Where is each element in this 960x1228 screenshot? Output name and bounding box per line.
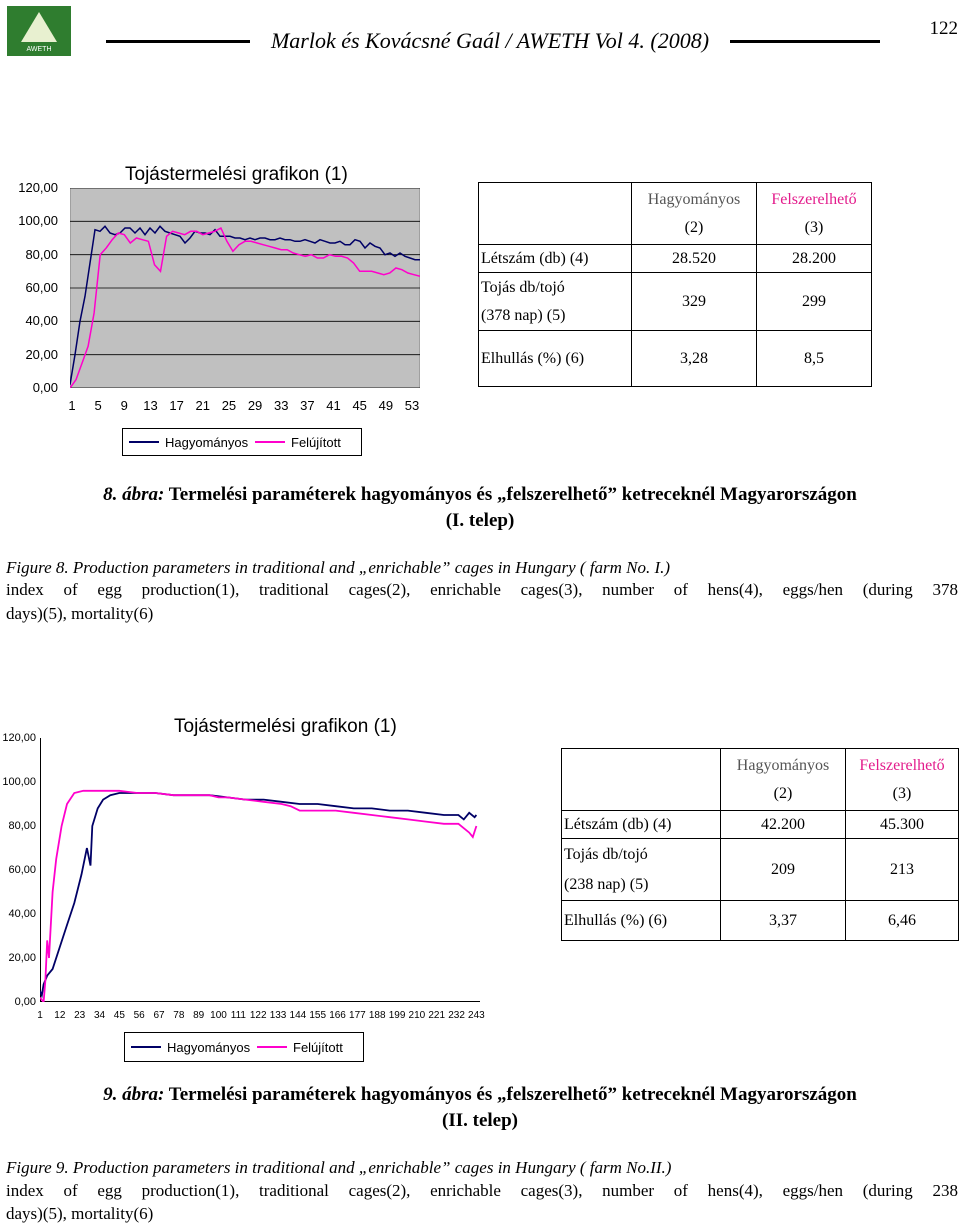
journal-header: Marlok és Kovácsné Gaál / AWETH Vol 4. (2008): [270, 28, 710, 53]
legend-swatch-navy: [129, 441, 159, 443]
figure-9-description-line1: index of egg production(1), traditional cages(2), enrichable cages(3), number of hens(4), eggs/hen (during 238: [6, 1181, 958, 1200]
chart-2-title: Tojástermelési grafikon (1): [174, 716, 397, 737]
table-2-cell-traditional: 209: [721, 839, 846, 901]
y-tick-label: 80,00: [8, 820, 36, 832]
y-tick-label: 100,00: [18, 213, 58, 229]
x-tick-label: 67: [153, 1010, 165, 1021]
legend-item-renovated: [257, 1033, 343, 1061]
table-1-cell-enrichable: 28.200: [757, 245, 872, 273]
chart-2-plot: [40, 738, 480, 1002]
x-tick-label: 177: [349, 1010, 366, 1021]
x-tick-label: 1: [68, 398, 76, 413]
x-tick-label: 188: [368, 1010, 386, 1021]
legend-item-traditional: [129, 429, 248, 455]
table-1-header-enrichable: Felszerelhető: [771, 190, 857, 208]
table-1-cell-traditional: 28.520: [632, 245, 757, 273]
x-tick-label: 37: [300, 398, 315, 413]
table-1-cell-label: Létszám (db) (4): [479, 245, 632, 273]
figure-8-caption: [0, 484, 960, 506]
table-row: [562, 811, 959, 839]
y-tick-label: 20,00: [8, 952, 36, 964]
legend-swatch-navy: [131, 1046, 161, 1048]
y-tick-label: 80,00: [25, 246, 58, 262]
header-rule-right: [730, 40, 880, 43]
table-2-cell-enrichable: 6,46: [846, 901, 959, 941]
table-2-header-traditional: Hagyományos: [736, 756, 830, 774]
legend-swatch-pink: [257, 1046, 287, 1048]
y-tick-label: 120,00: [2, 732, 36, 744]
x-tick-label: 221: [428, 1010, 446, 1021]
table-2-cell-label: Létszám (db) (4): [562, 811, 721, 839]
series-line-renovated: [40, 791, 476, 1002]
figure-9-description-line2: days)(5), mortality(6): [6, 1204, 154, 1223]
legend-swatch-pink: [255, 441, 285, 443]
table-2-header-enrichable-num: (3): [892, 784, 912, 802]
y-tick-label: 20,00: [25, 346, 58, 362]
y-tick-label: 60,00: [8, 864, 36, 876]
logo-mark: [21, 12, 57, 42]
x-tick-label: 100: [210, 1010, 227, 1021]
table-1-cell-label: [479, 273, 632, 331]
chart-1-plot: [70, 188, 420, 388]
x-tick-label: 49: [378, 398, 394, 413]
x-tick-label: 232: [448, 1010, 465, 1021]
x-tick-label: 155: [309, 1010, 327, 1021]
table-1-header-traditional-num: (2): [684, 218, 704, 236]
params-table-1: [478, 182, 872, 387]
table-2-cell-enrichable: 213: [846, 839, 959, 901]
header-rule-left: [106, 40, 250, 43]
legend-item-renovated: [255, 429, 341, 455]
figure-8-description-line2: days)(5), mortality(6): [6, 604, 154, 623]
figure-9-caption-text: Termelési paraméterek hagyományos és „felszerelhető” ketreceknél Magyarországon: [164, 1084, 857, 1105]
x-tick-label: 243: [468, 1010, 485, 1021]
table-2-header-enrichable: Felszerelhető: [859, 756, 945, 774]
figure-8-description-line1: index of egg production(1), traditional cages(2), enrichable cages(3), number of hens(4), eggs/hen (during 378: [6, 580, 958, 599]
figure-8-caption-text: Termelési paraméterek hagyományos és „felszerelhető” ketreceknél Magyarországon: [164, 484, 857, 505]
x-tick-label: 89: [193, 1010, 205, 1021]
x-tick-label: 12: [54, 1010, 66, 1021]
table-row: [562, 901, 959, 941]
y-tick-label: 0,00: [14, 996, 36, 1008]
chart-1: [0, 150, 450, 460]
table-1-cell-label-line1: Tojás db/tojó: [481, 278, 565, 296]
x-tick-label: 56: [133, 1010, 145, 1021]
x-tick-label: 45: [352, 398, 367, 413]
params-table-2: [561, 748, 959, 941]
table-2-cell-enrichable: 45.300: [846, 811, 959, 839]
table-2-cell-traditional: 3,37: [721, 901, 846, 941]
figure-8-english-title: Figure 8. Production parameters in traditional and „enrichable” cages in Hungary ( farm No. I.): [6, 558, 671, 577]
figure-9-caption-line2: (II. telep): [442, 1110, 518, 1131]
y-tick-label: 60,00: [25, 280, 58, 295]
x-tick-label: 9: [120, 398, 128, 413]
table-1-cell-enrichable: 8,5: [757, 331, 872, 387]
legend-label-traditional: Hagyományos: [167, 1039, 251, 1055]
table-2-cell-traditional: 42.200: [721, 811, 846, 839]
legend-label-renovated: Felújított: [291, 434, 341, 450]
table-1-cell-label: Elhullás (%) (6): [479, 331, 632, 387]
chart-1-legend: [122, 428, 362, 456]
x-tick-label: 166: [329, 1010, 346, 1021]
table-1-cell-traditional: 329: [632, 273, 757, 331]
y-tick-label: 100,00: [2, 776, 36, 788]
table-1-header-traditional: Hagyományos: [647, 190, 741, 208]
y-tick-label: 40,00: [8, 908, 36, 920]
table-1-cell-enrichable: 299: [757, 273, 872, 331]
x-tick-label: 5: [94, 398, 102, 413]
legend-label-renovated: Felújított: [293, 1039, 343, 1055]
x-tick-label: 133: [269, 1010, 287, 1021]
x-tick-label: 53: [404, 398, 420, 413]
x-tick-label: 25: [221, 398, 237, 413]
legend-item-traditional: [131, 1033, 250, 1061]
table-2-cell-label-line1: Tojás db/tojó: [564, 845, 648, 863]
series-line-traditional: [40, 793, 476, 995]
x-tick-label: 17: [169, 398, 184, 413]
table-row: [479, 331, 872, 387]
x-tick-label: 111: [230, 1010, 246, 1021]
table-1-header-enrichable-num: (3): [804, 218, 824, 236]
x-tick-label: 41: [326, 398, 341, 413]
x-tick-label: 45: [113, 1010, 125, 1021]
x-tick-label: 1: [37, 1010, 43, 1021]
table-row: [479, 273, 872, 331]
x-tick-label: 21: [195, 398, 210, 413]
table-1-cell-traditional: 3,28: [632, 331, 757, 387]
figure-8-caption-label: 8. ábra:: [103, 484, 165, 505]
y-tick-label: 40,00: [25, 313, 58, 329]
x-tick-label: 199: [388, 1010, 406, 1021]
logo-text: AWETH: [26, 46, 52, 53]
x-tick-label: 210: [408, 1010, 426, 1021]
x-tick-label: 13: [143, 398, 158, 413]
table-row: [479, 245, 872, 273]
figure-9-caption: [0, 1084, 960, 1106]
x-tick-label: 122: [249, 1010, 267, 1021]
page-number: 122: [929, 18, 958, 39]
chart-2-legend: [124, 1032, 364, 1062]
x-tick-label: 78: [173, 1010, 185, 1021]
table-row: [562, 839, 959, 901]
journal-logo: [7, 6, 71, 56]
table-1-cell-label-line2: (378 nap) (5): [481, 306, 566, 324]
table-2-header-traditional-num: (2): [773, 784, 793, 802]
x-tick-label: 23: [74, 1010, 86, 1021]
x-tick-label: 34: [93, 1010, 106, 1021]
table-2-cell-label: Elhullás (%) (6): [562, 901, 721, 941]
figure-8-caption-line2: (I. telep): [445, 510, 515, 531]
figure-9-caption-label: 9. ábra:: [103, 1084, 165, 1105]
figure-9-english-title: Figure 9. Production parameters in traditional and „enrichable” cages in Hungary ( farm No.II.): [6, 1158, 672, 1177]
chart-2: [0, 710, 500, 1070]
y-tick-label: 120,00: [18, 180, 58, 195]
table-2-cell-label: [562, 839, 721, 901]
x-tick-label: 144: [289, 1010, 307, 1021]
chart-1-title: Tojástermelési grafikon (1): [125, 164, 348, 185]
x-tick-label: 29: [247, 398, 263, 413]
x-tick-label: 33: [273, 398, 289, 413]
legend-label-traditional: Hagyományos: [165, 434, 249, 450]
table-2-cell-label-line2: (238 nap) (5): [564, 875, 649, 893]
y-tick-label: 0,00: [32, 380, 58, 395]
